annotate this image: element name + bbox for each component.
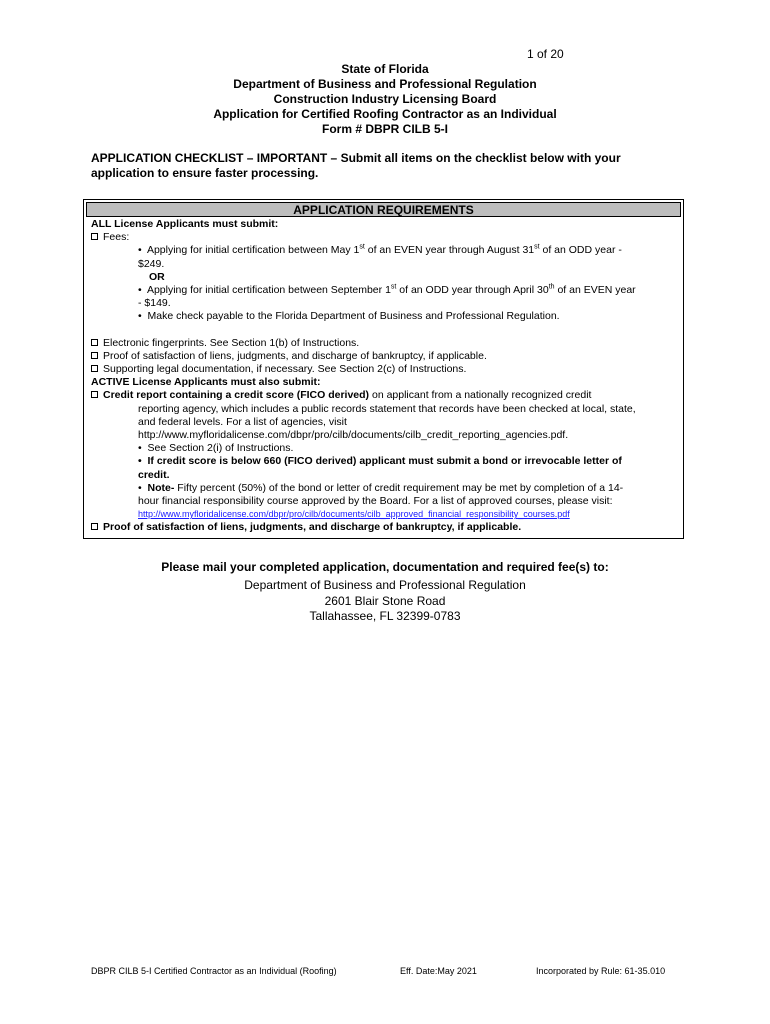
fee1-sup1: st [359,243,365,251]
fee2-text-a: Applying for initial certification between September 1 [146,284,391,297]
fee2-sup1: st [390,283,397,291]
note-label: Note- [147,481,175,494]
note-text: Fifty percent (50%) of the bond or letter of credit requirement may be met by completion of a 14- [174,481,624,494]
checkbox-icon[interactable] [91,339,98,346]
all-applicants-heading: ALL License Applicants must submit: [91,218,279,230]
checkbox-icon[interactable] [91,352,98,359]
fee-or: OR [149,270,165,283]
fees-item [91,231,679,244]
checkbox-icon[interactable] [91,391,98,398]
note-item: • Note- Fifty percent (50%) of the bond or letter of credit requirement may be met by completion of a 14- [138,481,624,494]
fee1-text-c: of an ODD year - [539,244,622,257]
final-liens-text: Proof of satisfaction of liens, judgments, and discharge of bankruptcy, if applicable. [103,521,522,534]
mail-address [0,578,770,625]
credit-report-item [91,389,679,402]
credit-score-requirement: • If credit score is below 660 (FICO derived) applicant must submit a bond or irrevocable letter of [138,455,622,468]
requirements-title: APPLICATION REQUIREMENTS [86,202,681,217]
final-liens-item [91,521,679,534]
fee1-text-b: of an EVEN year through August 31 [364,244,535,257]
header-application-title: Application for Certified Roofing Contractor as an Individual [213,107,557,121]
fee-option-odd-amount: - $149. [138,297,171,310]
checkbox-icon[interactable] [91,233,98,240]
fingerprints-text: Electronic fingerprints. See Section 1(b) of Instructions. [103,336,360,349]
checkbox-icon[interactable] [91,365,98,372]
fee-option-even-amount: $249. [138,257,165,270]
requirements-box [83,199,684,539]
fee3-text: Make check payable to the Florida Department of Business and Professional Regulation. [147,310,560,323]
mail-instructions-title: Please mail your completed application, documentation and required fee(s) to: [161,560,609,574]
credit-score-requirement-2: credit. [138,468,170,481]
fee2-text-c: of an EVEN year [554,284,636,297]
document-header [0,62,770,137]
approved-courses-link[interactable]: http://www.myfloridalicense.com/dbpr/pro/cilb/documents/cilb_approved_financial_responsibility_courses.pdf [138,509,570,520]
fee2-text-b: of an ODD year through April 30 [396,284,549,297]
credit-agencies-url: http://www.myfloridalicense.com/dbpr/pro/cilb/documents/cilb_credit_reporting_agencies.pdf. [138,429,569,442]
liens-text: Proof of satisfaction of liens, judgments, and discharge of bankruptcy, if applicable. [103,349,487,362]
see-section-2i: • See Section 2(i) of Instructions. [138,442,294,455]
footer-eff-date: Eff. Date:May 2021 [400,966,477,976]
fee-check-payable: • Make check payable to the Florida Department of Business and Professional Regulation. [138,310,560,323]
header-form-number: Form # DBPR CILB 5-I [321,122,448,136]
see-section-text: See Section 2(i) of Instructions. [147,442,294,455]
checkbox-icon[interactable] [91,523,98,530]
mail-address-line3: Tallahassee, FL 32399-0783 [309,609,461,623]
header-state: State of Florida [341,62,429,76]
fee-option-odd-year: • Applying for initial certification between September 1st of an ODD year through April 30th of an EVEN year [138,283,636,297]
fingerprints-item [91,337,679,350]
fee-option-even-year: • Applying for initial certification between May 1st of an EVEN year through August 31st of an ODD year - [138,243,622,257]
fees-label: Fees: [103,231,130,244]
credit-bold: Credit report containing a credit score (FICO derived) [103,389,370,402]
fee2-sup2: th [548,283,555,291]
legal-item [91,363,679,376]
active-applicants-heading: ACTIVE License Applicants must also submit: [91,376,321,389]
credit-rest: on applicant from a nationally recognized credit [369,389,592,402]
page-number: 1 of 20 [527,47,564,61]
legal-text: Supporting legal documentation, if necessary. See Section 2(c) of Instructions. [103,363,467,376]
note-url-line [91,508,679,521]
mail-address-line2: 2601 Blair Stone Road [324,593,446,608]
footer-form-name: DBPR CILB 5-I Certified Contractor as an Individual (Roofing) [91,966,337,976]
fee1-text-a: Applying for initial certification between May 1 [146,244,360,257]
requirements-body [91,218,679,535]
header-department: Department of Business and Professional Regulation [233,77,537,91]
mail-address-line1: Department of Business and Professional Regulation [244,578,526,592]
score-bold-text: If credit score is below 660 (FICO derived) applicant must submit a bond or irrevocable letter of [147,455,622,468]
fee1-sup2: st [534,243,540,251]
footer-rule: Incorporated by Rule: 61-35.010 [536,966,666,976]
credit-line-3: and federal levels. For a list of agencies, visit [138,415,347,428]
liens-item [91,350,679,363]
credit-line-2: reporting agency, which includes a public records statement that records have been checked at local, state, [138,402,636,415]
checklist-intro: APPLICATION CHECKLIST – IMPORTANT – Submit all items on the checklist below with your application to ensure faster processing. [91,151,621,180]
header-board: Construction Industry Licensing Board [273,92,497,106]
note-line-2: hour financial responsibility course approved by the Board. For a list of approved courses, please visit: [138,495,613,508]
